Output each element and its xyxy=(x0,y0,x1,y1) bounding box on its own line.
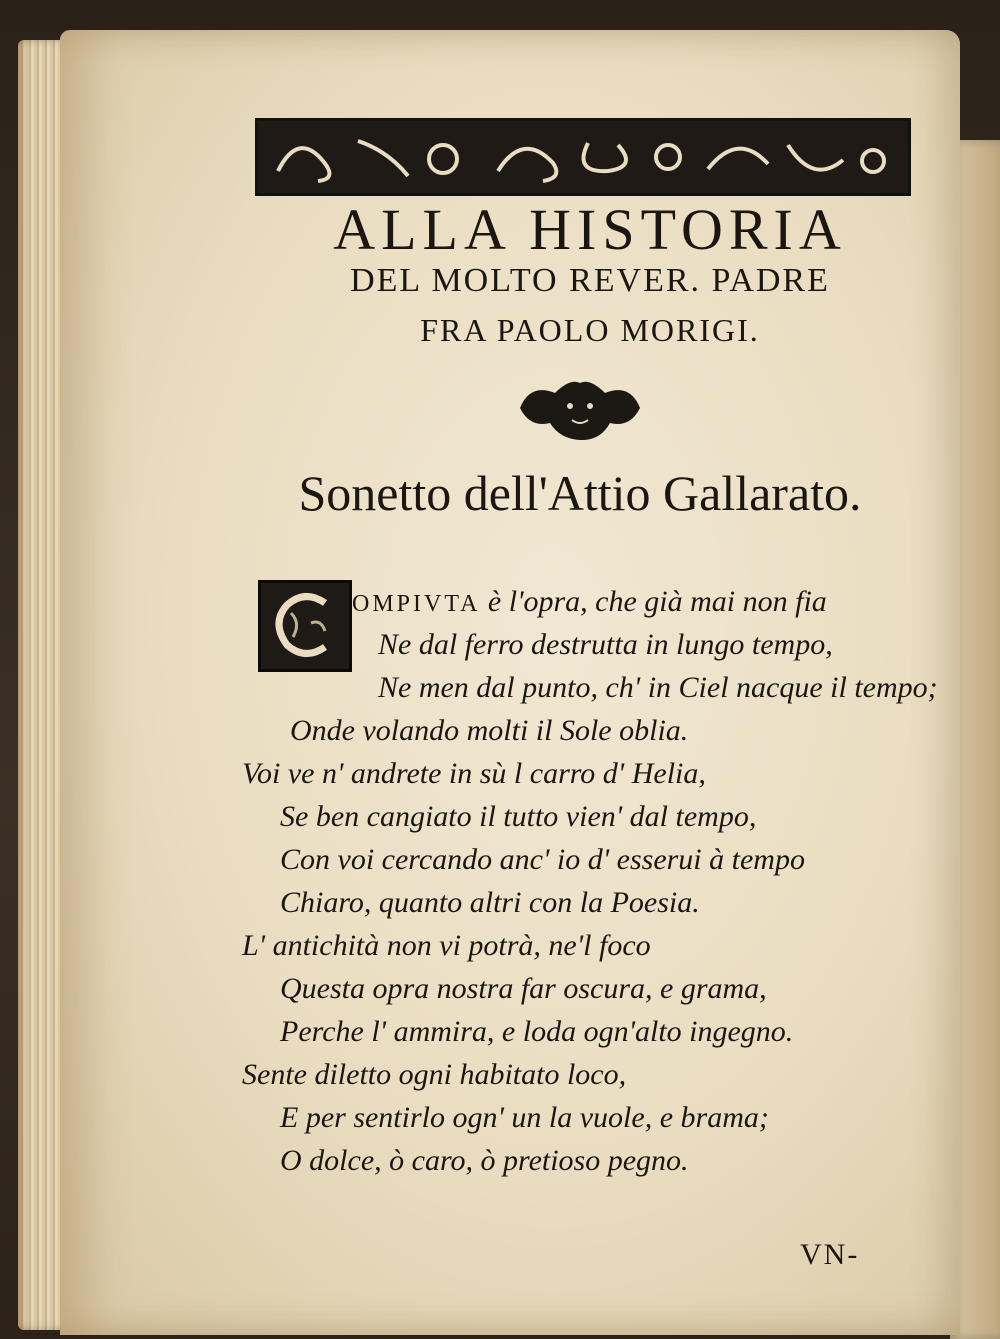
poem-line: L' antichità non vi potrà, ne'l foco xyxy=(242,929,651,962)
first-word: OMPIVTA xyxy=(352,591,481,617)
page-title: ALLA HISTORIA xyxy=(333,197,847,262)
title-line-2: DEL MOLTO REVER. PADRE xyxy=(350,262,830,299)
poem-line: Onde volando molti il Sole oblia. xyxy=(290,714,689,747)
woodcut-banner-icon xyxy=(255,118,911,196)
poem-line: Ne dal ferro destrutta in lungo tempo, xyxy=(378,628,833,661)
catchword: VN- xyxy=(800,1238,860,1271)
poem-line: Se ben cangiato il tutto vien' dal tempo, xyxy=(280,800,757,833)
poem-line: O dolce, ò caro, ò pretioso pegno. xyxy=(280,1144,689,1177)
mascaron-ornament-icon xyxy=(520,378,640,440)
poem-line: Chiaro, quanto altri con la Poesia. xyxy=(280,886,700,919)
title-line-3: FRA PAOLO MORIGI. xyxy=(420,312,760,348)
poem-line: Questa opra nostra far oscura, e grama, xyxy=(280,972,767,1005)
decorated-initial-c-icon xyxy=(258,580,352,672)
poem-line-1 xyxy=(352,585,827,619)
poem-line: Con voi cercando anc' io d' esserui à tempo xyxy=(280,843,805,876)
poem-line: Perche l' ammira, e loda ogn'alto ingegno. xyxy=(280,1015,794,1048)
first-line-text: è l'opra, che già mai non fia xyxy=(487,585,827,618)
poem-line: E per sentirlo ogn' un la vuole, e brama; xyxy=(280,1101,769,1134)
poem-line: Ne men dal punto, ch' in Ciel nacque il tempo; xyxy=(378,671,938,704)
sonnet-heading: Sonetto dell'Attio Gallarato. xyxy=(298,465,862,521)
poem-line: Voi ve n' andrete in sù l carro d' Helia, xyxy=(242,757,706,790)
poem-line: Sente diletto ogni habitato loco, xyxy=(242,1058,627,1091)
